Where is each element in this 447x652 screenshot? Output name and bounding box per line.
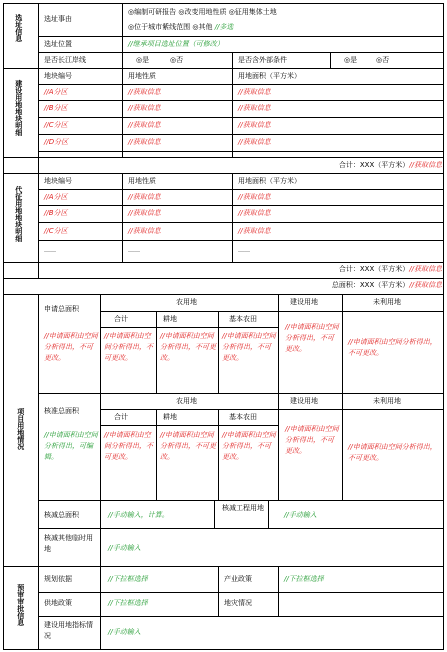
- site-reason-options-2[interactable]: [128, 24, 233, 31]
- plan-label: 规划依据: [44, 575, 72, 583]
- option-other[interactable]: ◎其他: [192, 23, 213, 31]
- industry-dropdown[interactable]: //下拉框选择: [284, 575, 324, 583]
- reduce-temp-label: 核减其他临时用地: [44, 534, 93, 553]
- apply-basic-farmland-header: 基本农田: [229, 315, 257, 323]
- proxy-total-note: //获取信息: [409, 265, 442, 273]
- proxy-row-2-area: //获取信息: [238, 209, 271, 217]
- site-reason-label: 选址事由: [44, 15, 72, 23]
- reduce-total-label: 核减总面积: [44, 511, 79, 519]
- option-change-use[interactable]: ◎改变用地性质: [178, 8, 227, 16]
- approved-agri-header: 农用地: [176, 397, 197, 405]
- supply-dropdown[interactable]: //下拉框选择: [108, 599, 148, 607]
- apply-unused-value: //申请面积由空间分析得出，不可更改。: [348, 338, 437, 357]
- proxy-row-3-plot: //C分区: [44, 227, 68, 235]
- site-reason-options[interactable]: [128, 9, 277, 16]
- apply-total-value: //申请面积由空间分析得出，不可更改。: [44, 332, 98, 362]
- construction-total-label: 合计：XXX（平方米）: [338, 161, 410, 169]
- plan-dropdown[interactable]: //下拉框选择: [108, 575, 148, 583]
- grand-total-label: 总面积：XXX（平方米）: [331, 281, 410, 289]
- disaster-label: 地灾情况: [224, 599, 252, 607]
- proxy-header-area: 用地面积（平方米）: [238, 177, 301, 185]
- review-section-label: 预审审批信息: [16, 584, 25, 626]
- construction-row-3-area: //获取信息: [238, 121, 271, 129]
- reduce-total-value[interactable]: //手动输入，计算。: [108, 511, 169, 519]
- approved-unused-value: //申请面积由空间分析得出，不可更改。: [348, 443, 437, 462]
- external-yes[interactable]: ◎是: [344, 56, 358, 64]
- proxy-row-2-plot: //B分区: [44, 209, 68, 217]
- construction-row-1-plot: //A分区: [44, 88, 68, 96]
- construction-total-note: //获取信息: [409, 161, 442, 169]
- apply-unused-header: 未利用地: [373, 298, 401, 306]
- approved-farmland-value: //申请面积由空间分析得出，不可更改。: [160, 431, 216, 461]
- proxy-header-plot: 地块编号: [44, 177, 72, 185]
- proxy-row-1-area: //获取信息: [238, 193, 271, 201]
- construction-row-1-area: //获取信息: [238, 88, 271, 96]
- construction-row-5-use: ……: [128, 147, 140, 154]
- construction-row-4-plot: //D分区: [44, 138, 69, 146]
- reduce-temp-value[interactable]: //手动输入: [108, 544, 141, 552]
- option-collective-land[interactable]: ◎征用集体土地: [228, 8, 277, 16]
- proxy-row-1-use: //获取信息: [128, 193, 161, 201]
- approved-basic-farmland-value: //申请面积由空间分析得出，不可更改。: [222, 431, 276, 461]
- site-section-label: 选址信息: [14, 14, 23, 42]
- site-location-value[interactable]: //继承项目选址位置（可修改）: [128, 40, 224, 48]
- proxy-header-use: 用地性质: [128, 177, 156, 185]
- apply-construction-header: 建设用地: [290, 298, 318, 306]
- construction-header-area: 用地面积（平方米）: [238, 72, 301, 80]
- yangtze-yes[interactable]: ◎是: [136, 56, 150, 64]
- proxy-row-1-plot: //A分区: [44, 193, 68, 201]
- construction-row-2-use: //获取信息: [128, 104, 161, 112]
- proxy-row-4-plot: ……: [44, 247, 56, 254]
- proxy-section-label: 代征用地地块明细: [14, 186, 23, 242]
- approved-unused-header: 未利用地: [373, 397, 401, 405]
- approved-subtotal-header: 合计: [114, 413, 128, 421]
- reduce-eng-label: 核减工程用地: [222, 504, 264, 512]
- proxy-row-3-area: //获取信息: [238, 227, 271, 235]
- apply-farmland-header: 耕地: [163, 315, 177, 323]
- approved-construction-value: //申请面积由空间分析得出，不可更改。: [285, 425, 339, 455]
- construction-row-5-plot: ……: [44, 147, 56, 154]
- site-location-label: 选址位置: [44, 40, 72, 48]
- multi-select-note: //多选: [214, 23, 234, 31]
- construction-row-2-area: //获取信息: [238, 104, 271, 112]
- external-no[interactable]: ◎否: [376, 56, 390, 64]
- proxy-row-3-use: //获取信息: [128, 227, 161, 235]
- construction-row-4-area: //获取信息: [238, 138, 271, 146]
- proxy-row-2-use: //获取信息: [128, 209, 161, 217]
- reduce-eng-value[interactable]: //手动输入: [284, 511, 317, 519]
- apply-basic-farmland-value: //申请面积由空间分析得出，不可更改。: [222, 332, 276, 362]
- construction-header-use: 用地性质: [128, 72, 156, 80]
- construction-section-label: 建设用地地块明细: [14, 80, 23, 136]
- construction-row-1-use: //获取信息: [128, 88, 161, 96]
- construction-header-plot: 地块编号: [44, 72, 72, 80]
- construction-total: [339, 162, 442, 169]
- apply-total-label: 申请总面积: [44, 305, 79, 313]
- apply-subtotal-value: //申请面积由空间分析得出，不可更改。: [104, 332, 153, 362]
- approved-basic-farmland-header: 基本农田: [229, 413, 257, 421]
- apply-farmland-value: //申请面积由空间分析得出，不可更改。: [160, 332, 216, 362]
- construction-row-4-use: //获取信息: [128, 138, 161, 146]
- construction-row-2-plot: //B分区: [44, 104, 68, 112]
- proxy-row-4-area: ……: [238, 247, 250, 254]
- proxy-total: [339, 266, 442, 273]
- quota-input[interactable]: //手动输入: [108, 628, 141, 636]
- construction-row-3-plot: //C分区: [44, 121, 68, 129]
- supply-label: 供地政策: [44, 599, 72, 607]
- industry-label: 产业政策: [224, 575, 252, 583]
- quota-label: 建设用地指标情况: [44, 621, 93, 640]
- yangtze-shore-label: 是否长江岸线: [44, 56, 86, 64]
- apply-construction-value: //申请面积由空间分析得出，不可更改。: [285, 323, 339, 353]
- construction-row-5-area: ……: [238, 147, 250, 154]
- grand-total: [332, 282, 442, 289]
- grand-total-note: //获取信息: [409, 281, 442, 289]
- proxy-total-label: 合计：XXX（平方米）: [338, 265, 410, 273]
- apply-agri-header: 农用地: [176, 298, 197, 306]
- approved-total-label: 核准总面积: [44, 407, 79, 415]
- external-conditions-label: 是否含外部条件: [238, 56, 287, 64]
- approved-construction-header: 建设用地: [290, 397, 318, 405]
- option-purple-line[interactable]: ◎位于城市紫线范围: [128, 23, 191, 31]
- land-section-label: 项目用地情况: [16, 408, 25, 450]
- option-feasibility[interactable]: ◎编制可研报告: [128, 8, 177, 16]
- approved-subtotal-value: //申请面积由空间分析得出，不可更改。: [104, 431, 153, 461]
- approved-farmland-header: 耕地: [163, 413, 177, 421]
- yangtze-no[interactable]: ◎否: [170, 56, 184, 64]
- construction-row-3-use: //获取信息: [128, 121, 161, 129]
- proxy-row-4-use: ……: [128, 247, 140, 254]
- approved-total-value[interactable]: //申请面积由空间分析得出，可编辑。: [44, 431, 98, 461]
- apply-subtotal-header: 合计: [114, 315, 128, 323]
